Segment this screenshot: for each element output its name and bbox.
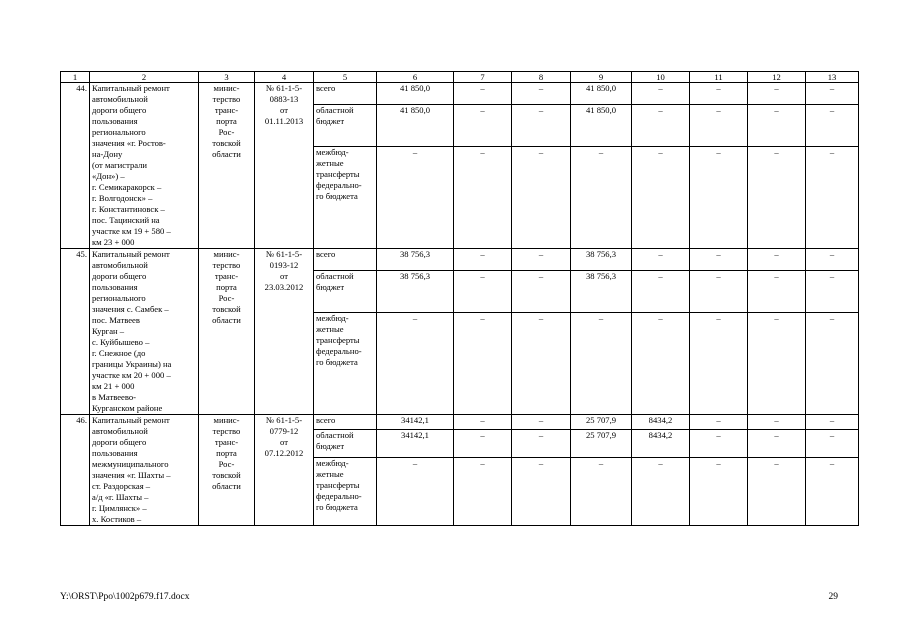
row-number: 44. [61,83,90,249]
amount-cell: 38 756,3 [377,249,454,271]
amount-cell: – [632,270,690,312]
table-row [61,249,859,271]
customer-name: минис- терство транс- порта Рос- товской области [199,83,255,249]
amount-cell: – [632,146,690,248]
amount-cell: – [512,429,571,457]
amount-cell: – [806,429,859,457]
table-body [61,72,859,526]
amount-cell: – [690,415,748,430]
column-number-9: 9 [571,72,632,83]
amount-cell: – [690,83,748,105]
expertise-document: № 61-1-5- 0883-13 от 01.11.2013 [255,83,314,249]
amount-cell: 38 756,3 [571,270,632,312]
amount-cell: – [690,312,748,414]
amount-cell: 8434,2 [632,415,690,430]
amount-cell: – [454,83,512,105]
object-name: Капитальный ремонт автомобильной дороги общего пользования межмуниципального значения «г. Шахты – ст. Раздорская – а/д «г. Шахты – г. Цимлянск» – х. Костиков – [90,415,199,526]
amount-cell: – [748,104,806,146]
amount-cell: – [454,104,512,146]
table-row [61,415,859,430]
funding-source: всего [314,415,377,430]
amount-cell: – [512,270,571,312]
amount-cell: – [806,270,859,312]
amount-cell: – [806,146,859,248]
amount-cell: – [690,104,748,146]
funding-source: межбюд- жетные трансферты федерально- го бюджета [314,457,377,525]
amount-cell: – [690,429,748,457]
funding-source: областной бюджет [314,429,377,457]
funding-source: межбюд- жетные трансферты федерально- го бюджета [314,312,377,414]
program-table [60,71,859,526]
amount-cell: – [454,429,512,457]
funding-source: областной бюджет [314,270,377,312]
amount-cell: – [512,249,571,271]
amount-cell: – [571,146,632,248]
amount-cell: 41 850,0 [377,104,454,146]
column-number-13: 13 [806,72,859,83]
amount-cell: – [377,146,454,248]
amount-cell: – [571,457,632,525]
amount-cell: 38 756,3 [571,249,632,271]
amount-cell: – [806,415,859,430]
amount-cell: – [748,312,806,414]
row-number: 46. [61,415,90,526]
amount-cell: – [690,270,748,312]
footer-file-path: Y:\ORST\Ppo\1002p679.f17.docx [60,592,190,602]
column-number-5: 5 [314,72,377,83]
object-name: Капитальный ремонт автомобильной дороги общего пользования регионального значения с. Самбек – пос. Матвеев Курган – с. Куйбышево – г. Снежное (до границы Украины) на участке км 20 + 000 – км 21 + 000 в Матвеево- Курганском районе [90,249,199,415]
funding-source: всего [314,83,377,105]
table-row [61,83,859,105]
amount-cell: – [748,249,806,271]
column-number-7: 7 [454,72,512,83]
column-number-4: 4 [255,72,314,83]
column-number-12: 12 [748,72,806,83]
amount-cell: – [512,104,571,146]
amount-cell: – [454,249,512,271]
amount-cell: 34142,1 [377,415,454,430]
expertise-document: № 61-1-5- 0193-12 от 23.03.2012 [255,249,314,415]
amount-cell: – [377,312,454,414]
amount-cell: – [748,415,806,430]
row-number: 45. [61,249,90,415]
amount-cell: – [806,83,859,105]
amount-cell: – [454,415,512,430]
amount-cell: – [748,429,806,457]
amount-cell: – [690,146,748,248]
amount-cell: – [512,312,571,414]
amount-cell: – [748,83,806,105]
amount-cell: – [748,270,806,312]
amount-cell: – [806,457,859,525]
amount-cell: 8434,2 [632,429,690,457]
funding-source: всего [314,249,377,271]
amount-cell: 41 850,0 [377,83,454,105]
funding-source: межбюд- жетные трансферты федерально- го бюджета [314,146,377,248]
column-number-2: 2 [90,72,199,83]
amount-cell: – [806,104,859,146]
column-number-11: 11 [690,72,748,83]
amount-cell: – [454,270,512,312]
customer-name: минис- терство транс- порта Рос- товской области [199,415,255,526]
amount-cell: 38 756,3 [377,270,454,312]
amount-cell: – [512,146,571,248]
amount-cell: – [377,457,454,525]
amount-cell: – [571,312,632,414]
amount-cell: – [806,312,859,414]
amount-cell: – [748,146,806,248]
amount-cell: 25 707,9 [571,429,632,457]
amount-cell: – [454,457,512,525]
column-number-8: 8 [512,72,571,83]
column-number-row [61,72,859,83]
object-name: Капитальный ремонт автомобильной дороги общего пользования регионального значения «г. Ростов- на-Дону (от магистрали «Дон») – г. Семикаракорск – г. Волгодонск» – г. Константиновск – пос. Тацинский на участке км 19 + 580 – км 23 + 000 [90,83,199,249]
column-number-10: 10 [632,72,690,83]
amount-cell: – [806,249,859,271]
column-number-6: 6 [377,72,454,83]
amount-cell: 41 850,0 [571,83,632,105]
amount-cell: – [632,312,690,414]
footer-page-number: 29 [828,592,838,602]
amount-cell: – [454,312,512,414]
column-number-3: 3 [199,72,255,83]
amount-cell: – [632,457,690,525]
column-number-1: 1 [61,72,90,83]
amount-cell: – [512,457,571,525]
amount-cell: 41 850,0 [571,104,632,146]
amount-cell: 25 707,9 [571,415,632,430]
amount-cell: – [632,104,690,146]
amount-cell: – [512,83,571,105]
amount-cell: 34142,1 [377,429,454,457]
amount-cell: – [632,249,690,271]
funding-source: областной бюджет [314,104,377,146]
amount-cell: – [748,457,806,525]
amount-cell: – [512,415,571,430]
amount-cell: – [632,83,690,105]
amount-cell: – [454,146,512,248]
amount-cell: – [690,457,748,525]
amount-cell: – [690,249,748,271]
expertise-document: № 61-1-5- 0779-12 от 07.12.2012 [255,415,314,526]
customer-name: минис- терство транс- порта Рос- товской области [199,249,255,415]
